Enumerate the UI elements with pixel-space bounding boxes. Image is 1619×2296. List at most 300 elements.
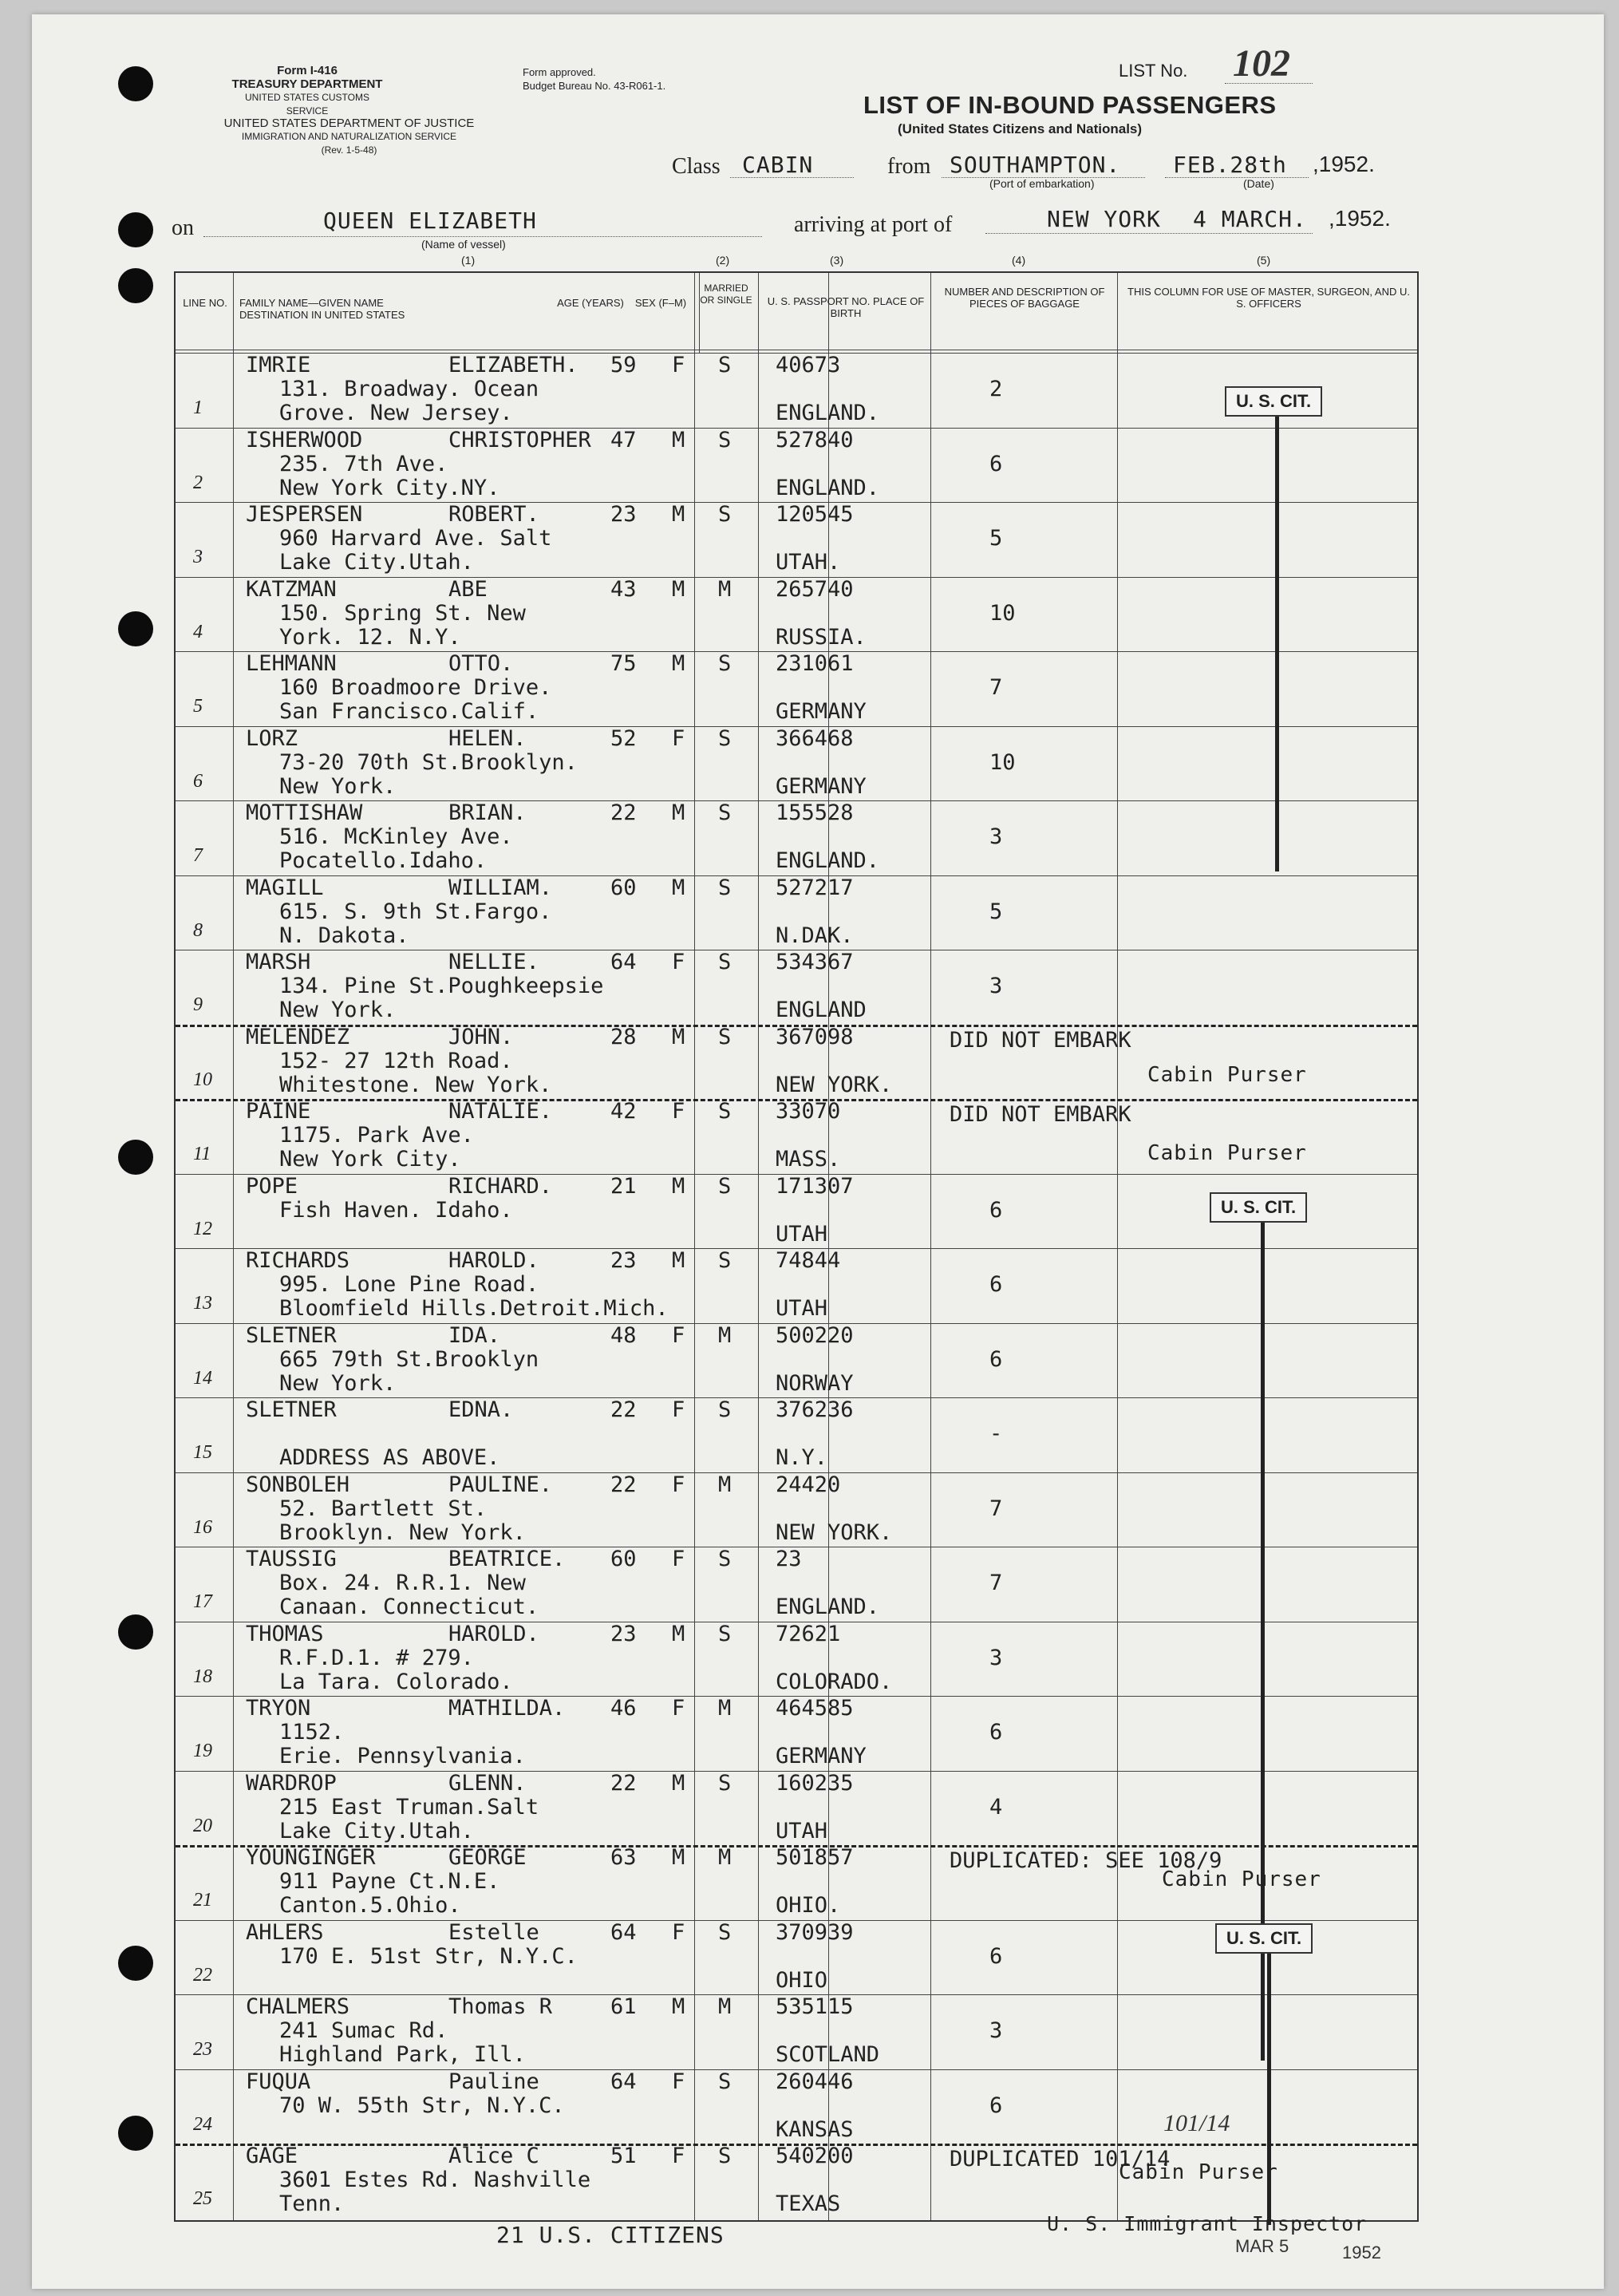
approval-line: Form approved. <box>523 66 596 78</box>
sex: F <box>672 1547 685 1571</box>
table-row <box>176 502 1417 577</box>
address-line-1: 150. Spring St. New <box>279 600 526 626</box>
table-row <box>176 950 1417 1025</box>
class-value: CABIN <box>742 152 814 178</box>
header-sex: SEX (F–M) <box>634 297 687 309</box>
dept-immigration: IMMIGRATION AND NATURALIZATION SERVICE <box>241 131 457 142</box>
marital-status: S <box>718 1173 732 1199</box>
address-line-2: Canton.5.Ohio. <box>279 1893 461 1918</box>
age: 23 <box>610 1248 637 1273</box>
family-name: MAGILL <box>246 875 324 900</box>
row-divider <box>176 651 1417 652</box>
address-line-2: Highland Park, Ill. <box>279 2042 526 2067</box>
sex: F <box>672 2144 685 2168</box>
passport-number: 260446 <box>776 2069 854 2094</box>
from-label: from <box>887 154 931 179</box>
line-number: 7 <box>193 845 203 866</box>
address-line-1: 131. Broadway. Ocean <box>279 377 539 401</box>
passport-number: 120545 <box>776 502 854 527</box>
row-divider <box>176 1397 1417 1398</box>
passport-number: 40673 <box>776 353 841 377</box>
address-line-2: La Tara. Colorado. <box>279 1669 513 1694</box>
given-name: HELEN. <box>448 725 527 751</box>
row-divider <box>176 1099 1417 1101</box>
place-of-birth: MASS. <box>776 1147 841 1172</box>
document-title: LIST OF IN-BOUND PASSENGERS <box>863 91 1277 119</box>
line-number: 24 <box>193 2113 212 2135</box>
age: 64 <box>610 2069 637 2094</box>
marital-status: S <box>718 1919 732 1945</box>
baggage: 6 <box>989 1197 1003 1223</box>
line-number: 6 <box>193 770 203 792</box>
address-line-2: New York. <box>279 998 397 1022</box>
class-line <box>730 177 854 178</box>
baggage: DID NOT EMBARK <box>950 1027 1131 1053</box>
marital-status: S <box>718 353 732 377</box>
address-line-1: 3601 Estes Rd. Nashville <box>279 2168 591 2192</box>
age: 23 <box>610 1621 637 1646</box>
address-line-1: R.F.D.1. # 279. <box>279 1645 474 1670</box>
vessel-caption: (Name of vessel) <box>421 238 506 251</box>
age: 60 <box>610 875 637 900</box>
punch-hole <box>118 1614 153 1650</box>
sex: M <box>672 1173 685 1199</box>
document-subtitle: (United States Citizens and Nationals) <box>898 121 1143 136</box>
passport-number: 500220 <box>776 1322 854 1348</box>
marital-status: S <box>718 875 732 900</box>
address-line-1: 73-20 70th St.Brooklyn. <box>279 749 578 775</box>
family-name: SLETNER <box>246 1322 337 1348</box>
form-approval <box>523 65 706 93</box>
punch-hole <box>118 611 153 646</box>
marital-status: S <box>718 1547 732 1571</box>
row-divider <box>176 1025 1417 1027</box>
line-number: 20 <box>193 1815 212 1836</box>
given-name: WILLIAM. <box>448 875 553 900</box>
list-label: LIST No. <box>1119 61 1188 81</box>
address-line-2: Lake City.Utah. <box>279 1818 474 1844</box>
us-cit-stamp: U. S. CIT. <box>1225 386 1322 417</box>
place-of-birth: KANSAS <box>776 2116 854 2142</box>
sex: F <box>672 1472 685 1497</box>
place-of-birth: ENGLAND. <box>776 401 880 425</box>
line-number: 3 <box>193 547 203 567</box>
passport-number: 366468 <box>776 725 854 751</box>
address-line-1: 1175. Park Ave. <box>279 1123 474 1148</box>
age: 75 <box>610 651 637 676</box>
place-of-birth: N.Y. <box>776 1445 828 1470</box>
address-line-1: 70 W. 55th Str, N.Y.C. <box>279 2092 565 2118</box>
baggage: 3 <box>989 824 1003 849</box>
sex: M <box>672 576 685 602</box>
passport-number: 367098 <box>776 1024 854 1049</box>
line-number: 8 <box>193 919 203 941</box>
place-of-birth: ENGLAND. <box>776 475 880 500</box>
baggage: DID NOT EMBARK <box>950 1102 1131 1127</box>
passport-number: 265740 <box>776 576 854 602</box>
family-name: MARSH <box>246 950 311 974</box>
address-line-2: Tenn. <box>279 2191 345 2216</box>
baggage: 6 <box>989 1346 1003 1372</box>
baggage: 3 <box>989 2018 1003 2043</box>
place-of-birth: UTAH. <box>776 550 841 575</box>
punch-hole <box>118 1140 153 1175</box>
line-number: 1 <box>193 397 203 418</box>
family-name: RICHARDS <box>246 1248 350 1273</box>
baggage: 10 <box>989 749 1016 775</box>
place-of-birth: UTAH <box>776 1221 828 1247</box>
family-name: TAUSSIG <box>246 1547 337 1571</box>
given-name: OTTO. <box>448 651 514 676</box>
baggage: DUPLICATED 101/14 <box>950 2147 1171 2172</box>
list-number: 102 <box>1233 42 1290 85</box>
family-name: SLETNER <box>246 1397 337 1422</box>
address-line-2: Erie. Pennsylvania. <box>279 1744 526 1768</box>
passport-number: 72621 <box>776 1621 841 1646</box>
marital-status: M <box>718 1696 732 1721</box>
baggage: 6 <box>989 451 1003 476</box>
punch-hole <box>118 268 153 303</box>
age: 52 <box>610 725 637 751</box>
line-number: 9 <box>193 994 203 1015</box>
address-line-2: New York City.NY. <box>279 475 500 500</box>
row-divider <box>176 2069 1417 2070</box>
table-row <box>176 1696 1417 1771</box>
address-line-1: 995. Lone Pine Road. <box>279 1272 539 1297</box>
row-divider <box>176 1771 1417 1772</box>
address-line-2: New York. <box>279 773 397 799</box>
table-row <box>176 1025 1417 1100</box>
table-row <box>176 726 1417 801</box>
place-of-birth: OHIO. <box>776 1893 841 1918</box>
address-line-1: 1152. <box>279 1720 345 1745</box>
row-divider <box>176 1472 1417 1473</box>
baggage: 7 <box>989 1571 1003 1595</box>
place-of-birth: GERMANY <box>776 1744 867 1768</box>
stamp-year: 1952 <box>1342 2243 1381 2262</box>
passport-number: 231061 <box>776 651 854 676</box>
dept-treasury: TREASURY DEPARTMENT <box>231 77 383 91</box>
given-name: BEATRICE. <box>448 1547 566 1571</box>
baggage: 3 <box>989 1645 1003 1670</box>
family-name: WARDROP <box>246 1770 337 1796</box>
family-name: LEHMANN <box>246 651 337 676</box>
marital-status: S <box>718 427 732 452</box>
marital-status: S <box>718 502 732 527</box>
place-of-birth: GERMANY <box>776 773 867 799</box>
arrival-year: ,1952. <box>1329 206 1391 231</box>
cabin-purser-note: Cabin Purser <box>1147 1063 1307 1087</box>
punch-hole <box>118 2116 153 2151</box>
row-divider <box>176 1248 1417 1249</box>
address-line-1: 241 Sumac Rd. <box>279 2018 448 2043</box>
age: 23 <box>610 502 637 527</box>
passport-number: 376236 <box>776 1397 854 1422</box>
sex: M <box>672 875 685 900</box>
passport-number: 370939 <box>776 1919 854 1945</box>
family-name: YOUNGINGER <box>246 1845 376 1870</box>
sex: M <box>672 1994 685 2019</box>
place-of-birth: COLORADO. <box>776 1669 893 1694</box>
address-line-1: 960 Harvard Ave. Salt <box>279 526 552 551</box>
arrival-date: 4 MARCH. <box>1193 206 1307 232</box>
address-line-1: 615. S. 9th St.Fargo. <box>279 899 552 924</box>
given-name: ELIZABETH. <box>448 353 578 377</box>
row-divider <box>176 1696 1417 1697</box>
table-row <box>176 1771 1417 1846</box>
family-name: GAGE <box>246 2144 298 2168</box>
passport-number: 23 <box>776 1547 802 1571</box>
family-name: CHALMERS <box>246 1994 350 2019</box>
row-divider <box>176 1323 1417 1324</box>
header-passport: U. S. PASSPORT NO. PLACE OF BIRTH <box>767 295 925 319</box>
baggage-col-num: (4) <box>1012 254 1026 267</box>
arriving-label: arriving at port of <box>794 212 953 237</box>
table-row <box>176 1323 1417 1398</box>
place-of-birth: GERMANY <box>776 699 867 724</box>
row-divider <box>176 2144 1417 2146</box>
passport-number: 155528 <box>776 800 854 825</box>
address-line-1: 52. Bartlett St. <box>279 1496 488 1521</box>
address-line-2: Whitestone. New York. <box>279 1072 552 1097</box>
table-row <box>176 1547 1417 1622</box>
table-row <box>176 875 1417 950</box>
address-line-2: New York. <box>279 1370 397 1396</box>
given-name: NELLIE. <box>448 950 539 974</box>
form-number: Form I-416 <box>277 64 338 77</box>
given-name: Pauline <box>448 2069 539 2094</box>
marital-status: M <box>718 1994 732 2019</box>
address-line-1: Box. 24. R.R.1. New <box>279 1571 526 1595</box>
vessel-col-num: (1) <box>461 254 476 267</box>
age: 43 <box>610 576 637 602</box>
family-name: SONBOLEH <box>246 1472 350 1497</box>
given-name: EDNA. <box>448 1397 514 1422</box>
given-name: Thomas R <box>448 1994 553 2019</box>
row-divider <box>176 428 1417 429</box>
sex: M <box>672 651 685 676</box>
header-line-no: LINE NO. <box>183 297 227 309</box>
baggage: 6 <box>989 2092 1003 2118</box>
header-baggage: NUMBER AND DESCRIPTION OF PIECES OF BAGGAGE <box>944 286 1105 310</box>
us-cit-bracket <box>1275 417 1279 871</box>
passport-number: 535115 <box>776 1994 854 2019</box>
passport-col-num: (3) <box>830 254 844 267</box>
address-line-1: 160 Broadmoore Drive. <box>279 675 552 700</box>
marital-status: M <box>718 576 732 602</box>
address-line-2: N. Dakota. <box>279 923 409 948</box>
given-name: BRIAN. <box>448 800 527 825</box>
address-line-1: 235. 7th Ave. <box>279 451 448 476</box>
sex: M <box>672 1621 685 1646</box>
place-of-birth: ENGLAND. <box>776 848 880 873</box>
place-of-birth: NEW YORK. <box>776 1519 893 1545</box>
marital-status: S <box>718 1397 732 1422</box>
row-divider <box>176 800 1417 801</box>
passport-number: 464585 <box>776 1696 854 1721</box>
sex: F <box>672 950 685 974</box>
sex: F <box>672 2069 685 2094</box>
class-label: Class <box>672 154 721 179</box>
given-name: RICHARD. <box>448 1173 553 1199</box>
given-name: MATHILDA. <box>448 1696 566 1721</box>
given-name: Alice C <box>448 2144 539 2168</box>
address-line-1: 134. Pine St.Poughkeepsie <box>279 974 604 998</box>
sex: F <box>672 1322 685 1348</box>
line-number: 21 <box>193 1890 212 1911</box>
address-line-2: Grove. New Jersey. <box>279 401 513 425</box>
sex: F <box>672 725 685 751</box>
given-name: ABE <box>448 576 488 602</box>
us-cit-stamp: U. S. CIT. <box>1210 1192 1307 1223</box>
age: 22 <box>610 800 637 825</box>
place-of-birth: SCOTLAND <box>776 2042 880 2067</box>
age: 42 <box>610 1099 637 1124</box>
row-divider <box>176 726 1417 727</box>
address-line-2: Bloomfield Hills.Detroit.Mich. <box>279 1296 669 1321</box>
vessel-name: QUEEN ELIZABETH <box>323 207 537 234</box>
line-number: 5 <box>193 696 203 717</box>
place-of-birth: ENGLAND. <box>776 1595 880 1619</box>
us-cit-stamp: U. S. CIT. <box>1215 1923 1313 1954</box>
baggage: 2 <box>989 377 1003 401</box>
family-name: POPE <box>246 1173 298 1199</box>
line-number: 11 <box>193 1144 211 1164</box>
given-name: PAULINE. <box>448 1472 553 1497</box>
line-number: 17 <box>193 1591 212 1612</box>
cabin-purser-note: Cabin Purser <box>1119 2160 1278 2184</box>
place-of-birth: NEW YORK. <box>776 1072 893 1097</box>
punch-hole <box>118 1946 153 1981</box>
marital-status: S <box>718 1770 732 1796</box>
baggage: 6 <box>989 1943 1003 1969</box>
age: 59 <box>610 353 637 377</box>
line-number: 13 <box>193 1293 212 1314</box>
handwritten-dup-note: 101/14 <box>1163 2110 1230 2136</box>
date-line <box>1165 177 1309 178</box>
marital-status: S <box>718 2144 732 2168</box>
header-married: MARRIED OR SINGLE <box>700 283 752 306</box>
passport-number: 24420 <box>776 1472 841 1497</box>
embarkation-date: FEB.28th <box>1173 152 1287 178</box>
passport-number: 33070 <box>776 1099 841 1124</box>
marital-status: M <box>718 1845 732 1870</box>
baggage: 6 <box>989 1720 1003 1745</box>
family-name: LORZ <box>246 725 298 751</box>
baggage: 7 <box>989 675 1003 700</box>
passport-number: 534367 <box>776 950 854 974</box>
sex: F <box>672 1397 685 1422</box>
family-name: MOTTISHAW <box>246 800 363 825</box>
address-line-1: 215 East Truman.Salt <box>279 1794 539 1820</box>
line-number: 25 <box>193 2188 212 2209</box>
sex: M <box>672 427 685 452</box>
row-divider <box>176 1174 1417 1175</box>
sex: M <box>672 1845 685 1870</box>
address-line-2: San Francisco.Calif. <box>279 699 539 724</box>
sex: M <box>672 1248 685 1273</box>
inspector-label: U. S. Immigrant Inspector <box>1047 2212 1368 2235</box>
line-number: 23 <box>193 2039 212 2060</box>
place-of-birth: ENGLAND <box>776 998 867 1022</box>
row-divider <box>176 577 1417 578</box>
table-row <box>176 1397 1417 1472</box>
punch-hole <box>118 212 153 247</box>
family-name: PAINE <box>246 1099 311 1124</box>
baggage: 5 <box>989 526 1003 551</box>
address-line-2: ADDRESS AS ABOVE. <box>279 1445 500 1470</box>
baggage: 6 <box>989 1272 1003 1297</box>
port-of-embarkation: SOUTHAMPTON. <box>950 152 1121 178</box>
table-row <box>176 428 1417 503</box>
marital-status: S <box>718 1621 732 1646</box>
age: 60 <box>610 1547 637 1571</box>
sex: M <box>672 800 685 825</box>
on-label: on <box>172 215 194 240</box>
row-divider <box>176 875 1417 876</box>
form-header-justice <box>168 117 531 157</box>
sex: F <box>672 1099 685 1124</box>
table-row <box>176 1248 1417 1323</box>
age: 51 <box>610 2144 637 2168</box>
budget-bureau: Budget Bureau No. 43-R061-1. <box>523 80 666 92</box>
line-number: 2 <box>193 472 203 493</box>
marital-status: S <box>718 800 732 825</box>
place-of-birth: RUSSIA. <box>776 624 867 650</box>
given-name: CHRISTOPHER <box>448 427 591 452</box>
family-name: FUQUA <box>246 2069 311 2094</box>
given-name: NATALIE. <box>448 1099 553 1124</box>
marital-status: S <box>718 1248 732 1273</box>
baggage: 5 <box>989 899 1003 924</box>
address-line-2: Brooklyn. New York. <box>279 1519 526 1545</box>
age: 61 <box>610 1994 637 2019</box>
punch-hole <box>118 66 153 101</box>
row-divider <box>176 353 1417 354</box>
marital-status: S <box>718 1024 732 1049</box>
passenger-table <box>174 271 1419 2222</box>
marital-status: S <box>718 651 732 676</box>
baggage: 7 <box>989 1496 1003 1521</box>
cabin-purser-note: Cabin Purser <box>1147 1141 1307 1165</box>
form-header-left <box>231 64 383 118</box>
marital-status: S <box>718 2069 732 2094</box>
line-number: 15 <box>193 1442 212 1463</box>
line-number: 10 <box>193 1069 212 1090</box>
dept-customs: UNITED STATES CUSTOMS SERVICE <box>244 92 369 117</box>
family-name: MELENDEZ <box>246 1024 350 1049</box>
baggage: - <box>989 1421 1003 1446</box>
given-name: HAROLD. <box>448 1248 539 1273</box>
line-number: 4 <box>193 621 203 642</box>
embarkation-year: ,1952. <box>1313 152 1375 176</box>
line-number: 16 <box>193 1516 212 1538</box>
form-revision: (Rev. 1-5-48) <box>321 144 377 156</box>
given-name: ROBERT. <box>448 502 539 527</box>
list-number-line <box>1225 83 1313 84</box>
sex: F <box>672 1919 685 1945</box>
address-line-2: Canaan. Connecticut. <box>279 1595 539 1619</box>
address-line-2: New York City. <box>279 1147 461 1172</box>
address-line-1: 170 E. 51st Str, N.Y.C. <box>279 1943 578 1969</box>
address-line-2: York. 12. N.Y. <box>279 624 461 650</box>
port-caption: (Port of embarkation) <box>989 177 1095 190</box>
marital-status: M <box>718 1322 732 1348</box>
table-row <box>176 2069 1417 2144</box>
family-name: AHLERS <box>246 1919 324 1945</box>
table-row <box>176 577 1417 652</box>
vessel-line <box>203 236 762 237</box>
